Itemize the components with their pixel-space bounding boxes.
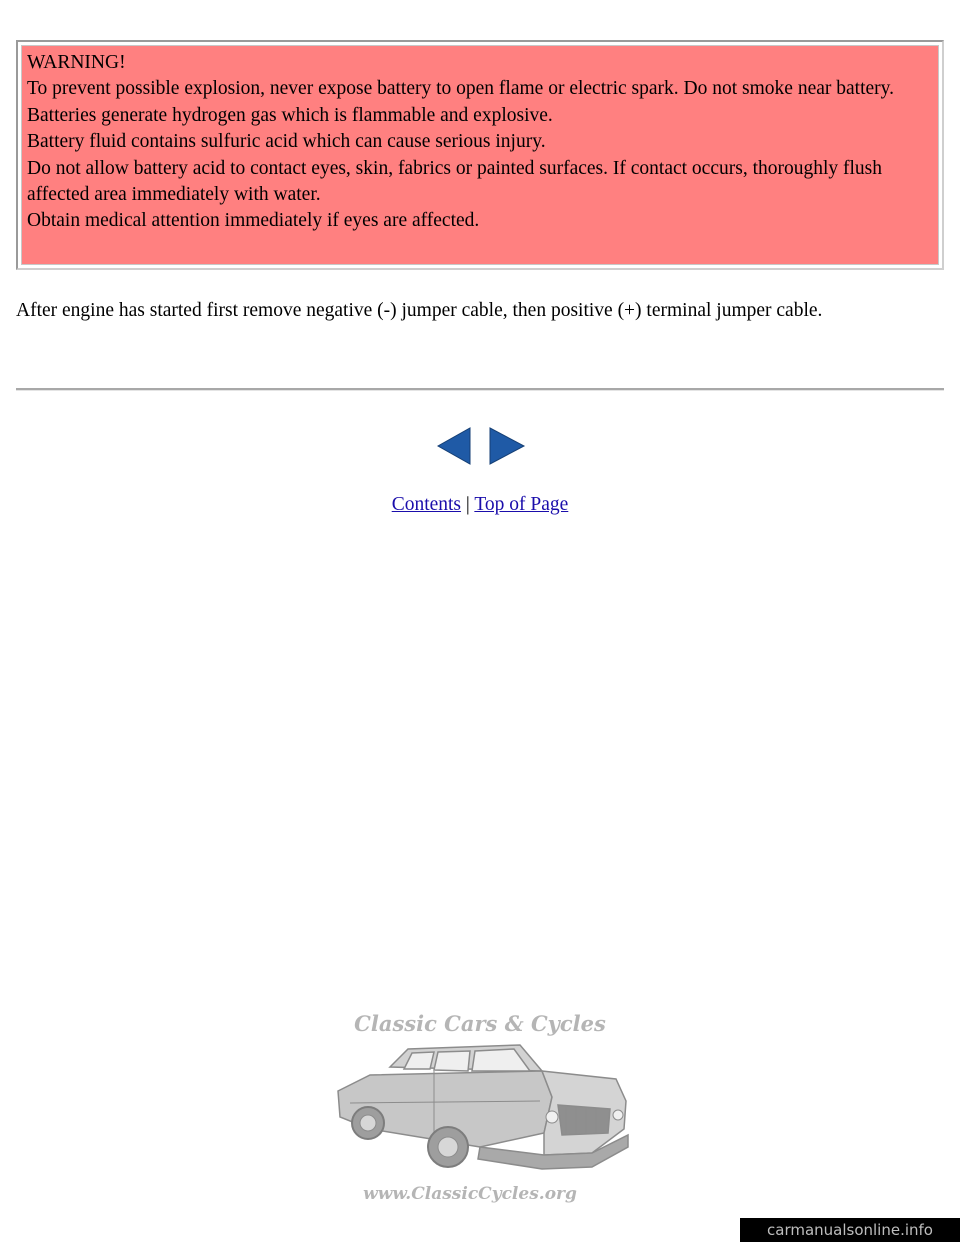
previous-page-arrow-icon[interactable]	[438, 428, 470, 464]
watermark: carmanualsonline.info	[740, 1218, 960, 1242]
footer-links	[0, 492, 960, 518]
link-separator: |	[465, 494, 470, 515]
logo-title: Classic Cars & Cycles	[354, 1011, 606, 1036]
warning-line: Do not allow battery acid to contact eyes, skin, fabrics or painted surfaces. If contact occurs, thoroughly flush affected area immediately with water.	[27, 157, 883, 206]
warning-line: Battery fluid contains sulfuric acid which can cause serious injury.	[27, 131, 546, 153]
warning-panel	[21, 45, 939, 265]
warning-heading: WARNING!	[27, 52, 126, 73]
instruction-text: After engine has started first remove negative (-) jumper cable, then positive (+) terminal jumper cable.	[16, 300, 823, 321]
warning-line: To prevent possible explosion, never expose battery to open flame or electric spark. Do not smoke near battery. Batteries generate hydrogen gas which is flammable and explosive.	[27, 78, 895, 126]
classic-car-logo-icon	[330, 1005, 630, 1210]
warning-line: Obtain medical attention immediately if eyes are affected.	[27, 210, 480, 232]
page-navigation	[436, 426, 526, 466]
contents-link[interactable]: Contents	[391, 494, 462, 515]
next-page-arrow-icon[interactable]	[490, 428, 524, 464]
horizontal-divider	[16, 388, 944, 391]
logo-url: www.ClassicCycles.org	[363, 1184, 577, 1204]
warning-box	[16, 40, 944, 270]
top-of-page-link[interactable]: Top of Page	[474, 494, 569, 515]
